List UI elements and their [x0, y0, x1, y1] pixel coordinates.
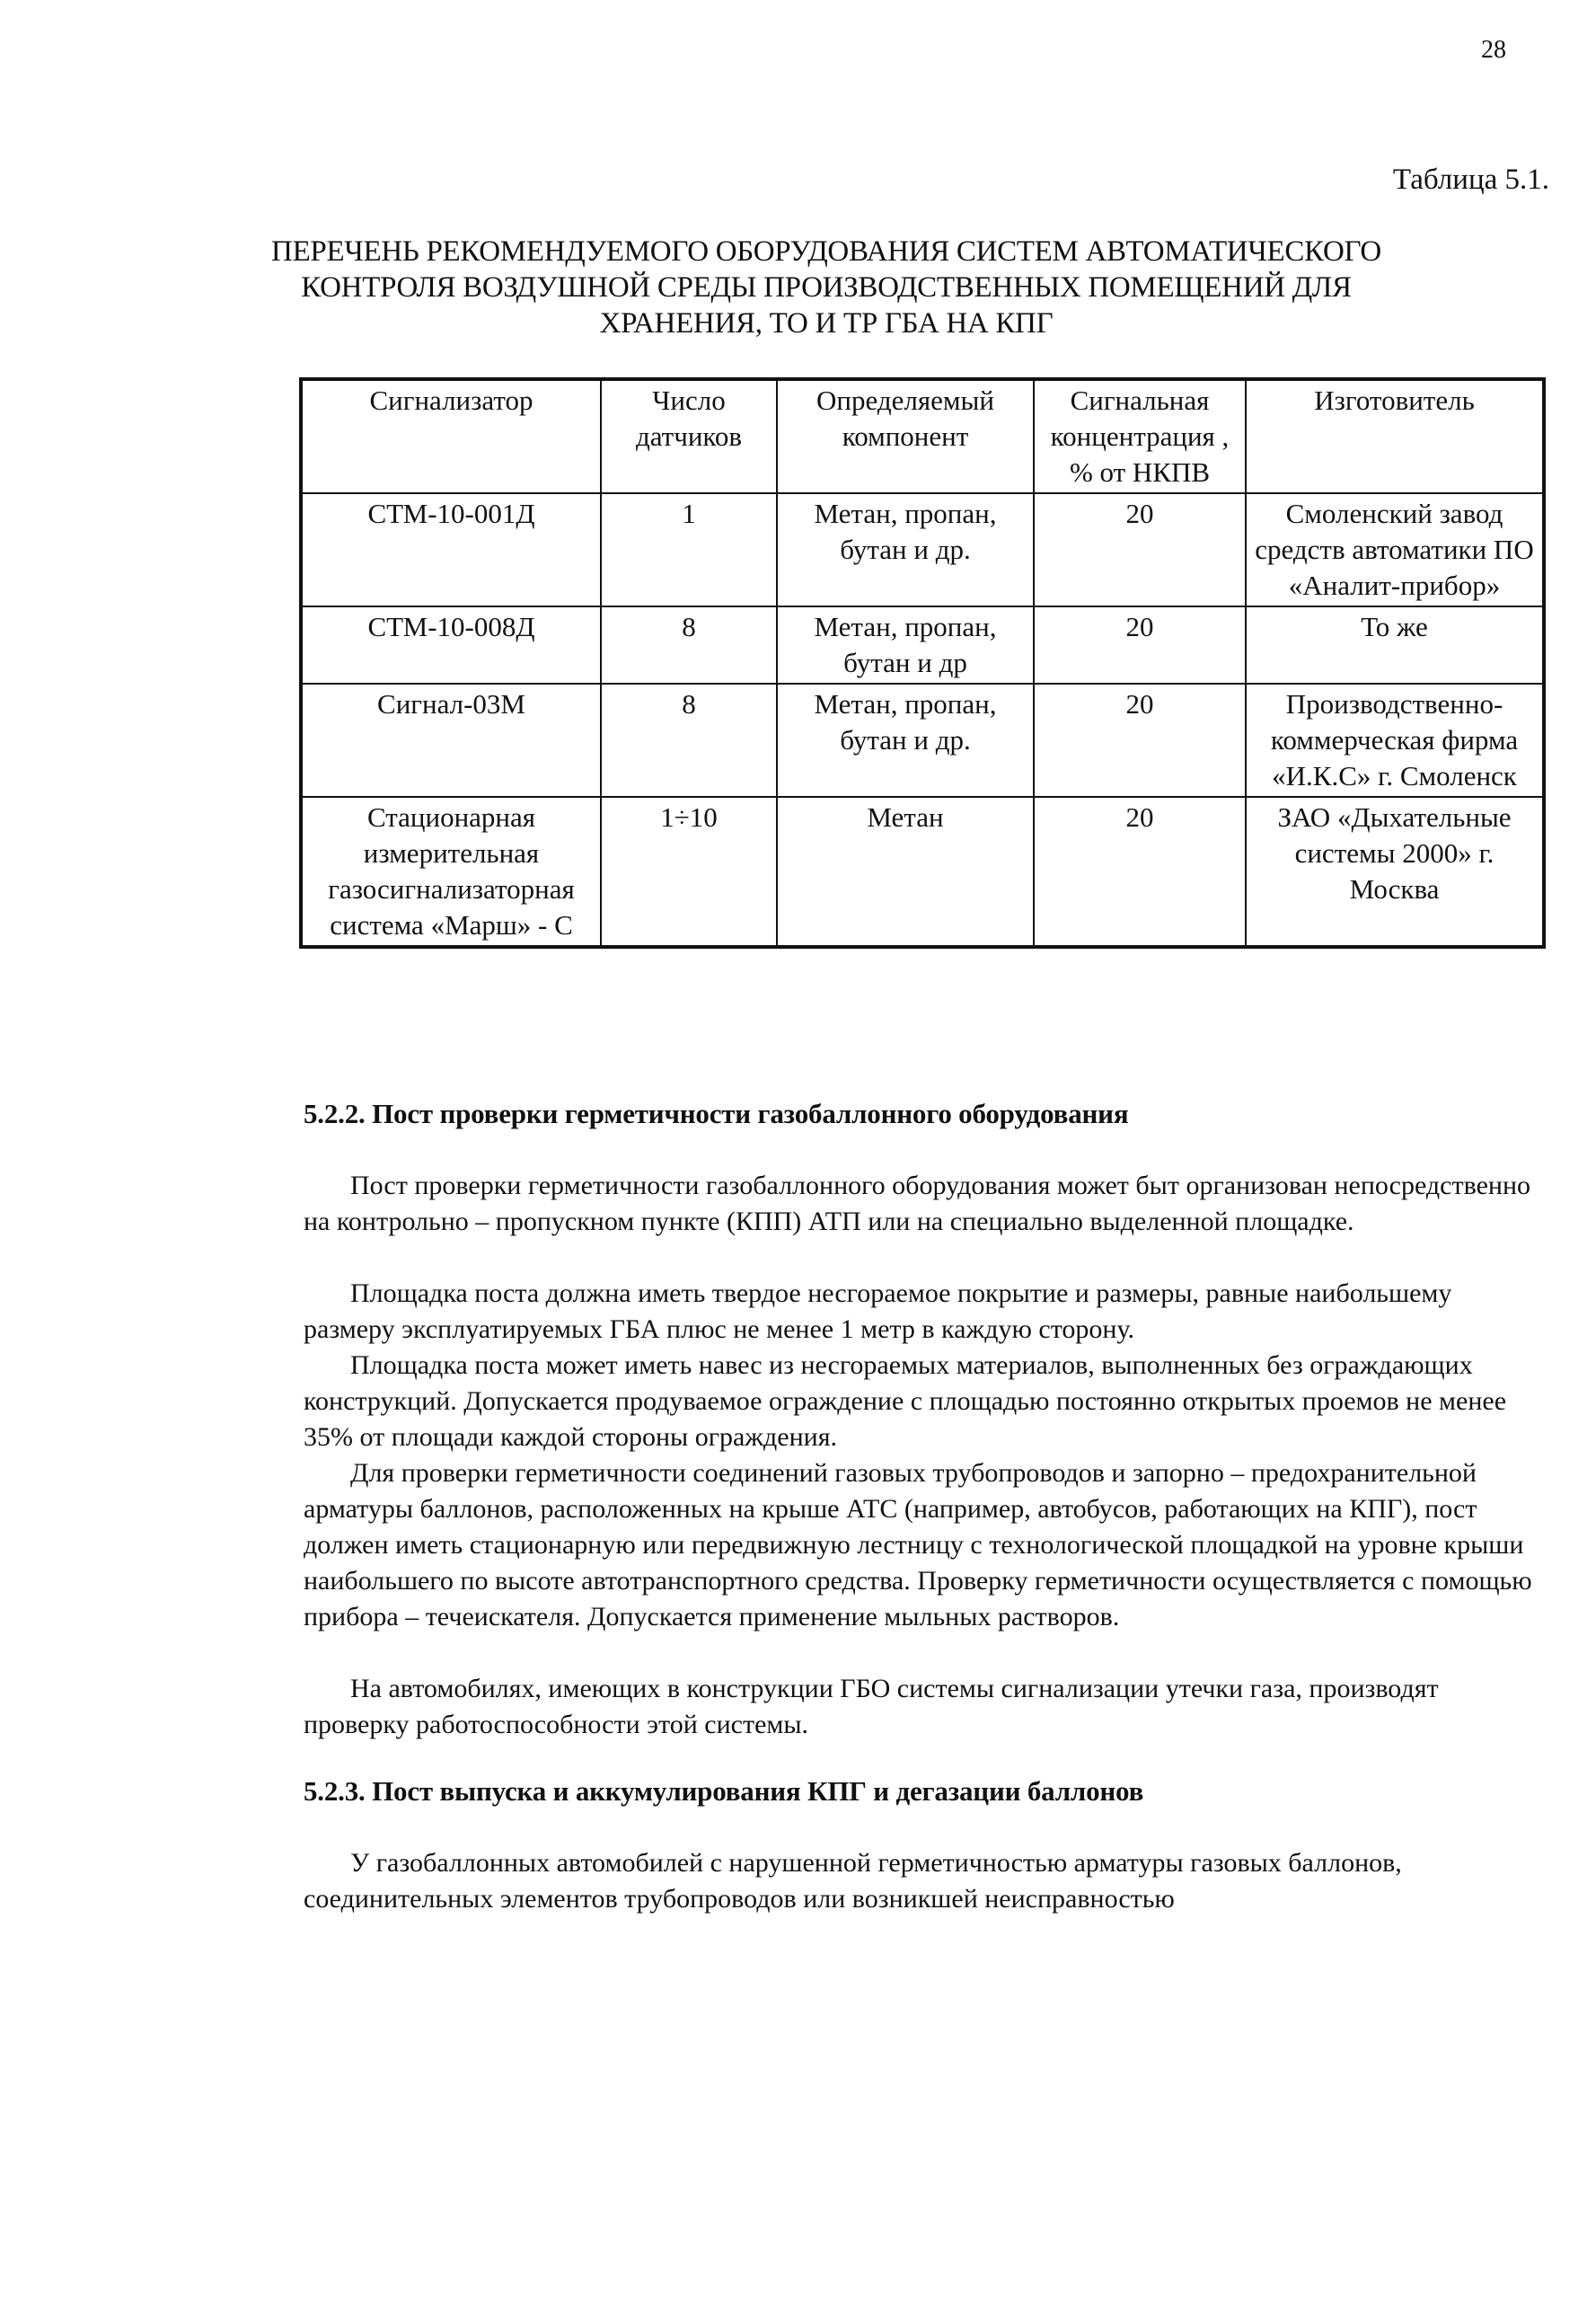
table-row	[301, 606, 1544, 684]
paragraph: На автомобилях, имеющих в конструкции ГБО системы сигнализации утечки газа, производят проверку работоспособности этой системы.	[304, 1674, 1439, 1739]
cell-sensor-count: 8	[601, 606, 777, 684]
cell-device: СТМ-10-001Д	[301, 493, 601, 606]
cell-manufacturer: Производственно-коммерческая фирма «И.К.С» г. Смоленск	[1246, 684, 1544, 797]
cell-component: Метан, пропан, бутан и др	[777, 606, 1034, 684]
table-row	[301, 797, 1544, 947]
header-signal-concentration: Сигнальная концентрация , % от НКПВ	[1034, 379, 1246, 493]
header-component: Определяемый компонент	[777, 379, 1034, 493]
paragraph: Пост проверки герметичности газобаллонного оборудования может быт организован непосредственно на контрольно – пропускном пункте (КПП) АТП или на специально выделенной площадке.	[304, 1171, 1530, 1236]
header-signaling-device: Сигнализатор	[301, 379, 601, 493]
cell-device: Сигнал-03М	[301, 684, 601, 797]
cell-sensor-count: 1	[601, 493, 777, 606]
section-heading-5-2-3: 5.2.3. Пост выпуска и аккумулирования КПГ и дегазации баллонов	[304, 1775, 1144, 1807]
cell-sensor-count: 8	[601, 684, 777, 797]
paragraph: У газобаллонных автомобилей с нарушенной герметичностью арматуры газовых баллонов, соединительных элементов трубопроводов или возникшей неисправностью	[304, 1848, 1402, 1914]
header-sensor-count: Число датчиков	[601, 379, 777, 493]
table-header-row	[301, 379, 1544, 493]
cell-sensor-count: 1÷10	[601, 797, 777, 947]
table-title: ПЕРЕЧЕНЬ РЕКОМЕНДУЕМОГО ОБОРУДОВАНИЯ СИСТЕМ АВТОМАТИЧЕСКОГО КОНТРОЛЯ ВОЗДУШНОЙ СРЕДЫ ПРОИЗВОДСТВЕННЫХ ПОМЕЩЕНИЙ ДЛЯ ХРАНЕНИЯ, ТО И ТР ГБА НА КПГ	[271, 235, 1381, 340]
table-row	[301, 684, 1544, 797]
paragraph: Площадка поста может иметь навес из несгораемых материалов, выполненных без ограждающих конструкций. Допускается продуваемое ограждение с площадью постоянно открытых проемов не менее 35% от площади каждой стороны ограждения.	[304, 1350, 1507, 1452]
paragraph: Для проверки герметичности соединений газовых трубопроводов и запорно – предохранительной арматуры баллонов, расположенных на крыше АТС (например, автобусов, работающих на КПГ), пост должен иметь стационарную или передвижную лестницу с технологической площадкой на уровне крыши наибольшего по высоте автотранспортного средства. Проверку герметичности осуществляется с помощью прибора – течеискателя. Допускается применение мыльных растворов.	[304, 1458, 1532, 1631]
section-heading-5-2-2: 5.2.2. Пост проверки герметичности газобаллонного оборудования	[304, 1098, 1129, 1129]
equipment-table	[299, 377, 1546, 949]
cell-manufacturer: То же	[1246, 606, 1544, 684]
cell-concentration: 20	[1034, 684, 1246, 797]
cell-concentration: 20	[1034, 606, 1246, 684]
cell-component: Метан, пропан, бутан и др.	[777, 684, 1034, 797]
cell-manufacturer: ЗАО «Дыхательные системы 2000» г. Москва	[1246, 797, 1544, 947]
cell-device: Стационарная измерительная газосигнализаторная система «Марш» - С	[301, 797, 601, 947]
cell-component: Метан	[777, 797, 1034, 947]
cell-device: СТМ-10-008Д	[301, 606, 601, 684]
paragraph: Площадка поста должна иметь твердое несгораемое покрытие и размеры, равные наибольшему размеру эксплуатируемых ГБА плюс не менее 1 метр в каждую сторону.	[304, 1278, 1452, 1344]
cell-concentration: 20	[1034, 797, 1246, 947]
table-row	[301, 493, 1544, 606]
header-manufacturer: Изготовитель	[1246, 379, 1544, 493]
cell-component: Метан, пропан, бутан и др.	[777, 493, 1034, 606]
cell-manufacturer: Смоленский завод средств автоматики ПО «Аналит-прибор»	[1246, 493, 1544, 606]
table-label: Таблица 5.1.	[1392, 164, 1549, 196]
page-number: 28	[1481, 36, 1506, 64]
cell-concentration: 20	[1034, 493, 1246, 606]
